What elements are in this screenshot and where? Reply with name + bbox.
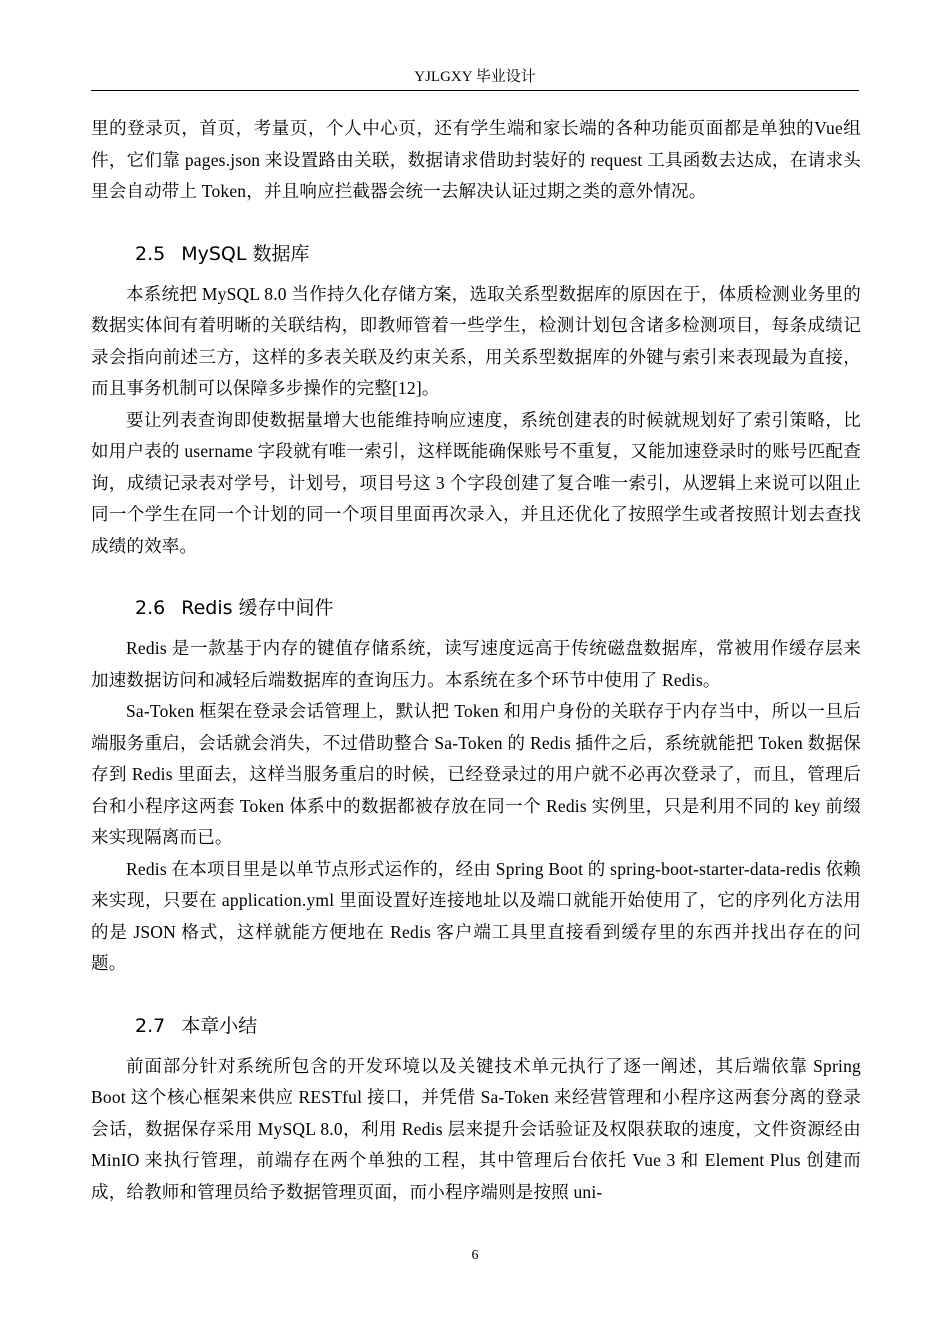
page-number: 6 xyxy=(471,1248,479,1263)
running-header: YJLGXY 毕业设计 xyxy=(414,69,536,85)
section-title: 本章小结 xyxy=(181,1014,258,1037)
paragraph: 前面部分针对系统所包含的开发环境以及关键技术单元执行了逐一阐述，其后端依靠 Spring Boot 这个核心框架来供应 RESTful 接口，并凭借 Sa-Token 来经营管理和小程序这两套分离的登录会话，数据保存采用 MySQL 8.0，利用 Redis 层来提升会话验证及权限获取的速度，文件资源经由 MinIO 来执行管理，前端存在两个单独的工程，其中管理后台依托 Vue 3 和 Element Plus 创建而成，给教师和管理员给予数据管理页面，而小程序端则是按照 uni- xyxy=(91,1055,861,1202)
section-number: 2.5 xyxy=(135,242,166,265)
paragraph: Sa-Token 框架在登录会话管理上，默认把 Token 和用户身份的关联存于内存当中，所以一旦后端服务重启，会话就会消失，不过借助整合 Sa-Token 的 Redis 插件之后，系统就能把 Token 数据保存到 Redis 里面去，这样当服务重启的时候，已经登录过的用户就不必再次登录了，而且，管理后台和小程序这两套 Token 体系中的数据都被存放在同一个 Redis 实例里，只是利用不同的 key 前缀来实现隔离而已。 xyxy=(91,701,861,847)
section-heading-2-6 xyxy=(91,593,861,623)
paragraph: Redis 在本项目里是以单节点形式运作的，经由 Spring Boot 的 spring-boot-starter-data-redis 依赖来实现，只要在 application.yml 里面设置好连接地址以及端口就能开始使用了，它的序列化方法用的是 JSON 格式，这样就能方便地在 Redis 客户端工具里直接看到缓存里的东西并找出存在的问题。 xyxy=(91,858,861,973)
spacer xyxy=(91,1041,861,1051)
page-body xyxy=(91,113,861,1208)
spacer xyxy=(91,623,861,633)
paragraph: 里的登录页，首页，考量页，个人中心页，还有学生端和家长端的各种功能页面都是单独的Vue组件，它们靠 pages.json 来设置路由关联，数据请求借助封装好的 request 工具函数去达成，在请求头里会自动带上 Token，并且响应拦截器会统一去解决认证过期之类的意外情况。 xyxy=(91,118,861,201)
spacer xyxy=(91,208,861,239)
header-rule xyxy=(91,90,859,91)
section-heading-2-7 xyxy=(91,1011,861,1041)
spacer xyxy=(91,980,861,1011)
paragraph: 要让列表查询即使数据量增大也能维持响应速度，系统创建表的时候就规划好了索引策略，比如用户表的 username 字段就有唯一索引，这样既能确保账号不重复，又能加速登录时的账号匹配查询，成绩记录表对学号，计划号，项目号这 3 个字段创建了复合唯一索引，从逻辑上来说可以阻止同一个学生在同一个计划的同一个项目里面再次录入，并且还优化了按照学生或者按照计划去查找成绩的效率。 xyxy=(91,409,861,556)
paragraph: Redis 是一款基于内存的键值存储系统，读写速度远高于传统磁盘数据库，常被用作缓存层来加速数据访问和减轻后端数据库的查询压力。本系统在多个环节中使用了 Redis。 xyxy=(91,638,861,690)
spacer xyxy=(91,269,861,279)
spacer xyxy=(91,562,861,593)
paragraph: 本系统把 MySQL 8.0 当作持久化存储方案，选取关系型数据库的原因在于，体质检测业务里的数据实体间有着明晰的关联结构，即教师管着一些学生，检测计划包含诸多检测项目，每条成绩记录会指向前述三方，这样的多表关联及约束关系，用关系型数据库的外键与索引来表现最为直接，而且事务机制可以保障多步操作的完整[12]。 xyxy=(91,283,861,398)
section-title: Redis 缓存中间件 xyxy=(181,597,334,619)
section-number: 2.7 xyxy=(135,1014,166,1037)
section-title: MySQL 数据库 xyxy=(181,242,310,265)
section-heading-2-5 xyxy=(91,239,861,269)
section-number: 2.6 xyxy=(135,597,166,619)
